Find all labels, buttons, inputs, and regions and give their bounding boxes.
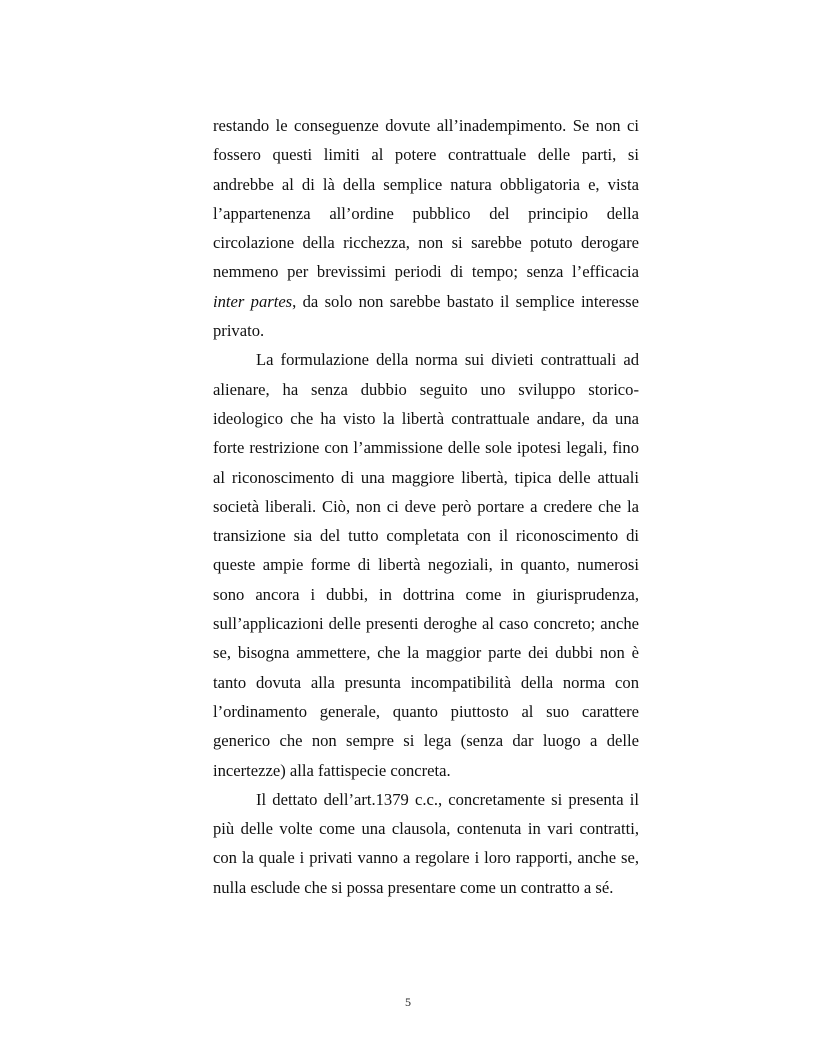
latin-phrase-inter-partes: inter partes [213, 291, 293, 311]
paragraph-1-text-a: restando le conseguenze dovute all’inadempimento. Se non ci fossero questi limiti al potere contrattuale delle parti, si andrebbe al di là della semplice natura obbligatoria e, vista l’appartenenza all’ordine pubblico del principio della circolazione della ricchezza, non si sarebbe potuto derogare nemmeno per brevissimi periodi di tempo; senza l’efficacia [213, 116, 639, 282]
paragraph-2: La formulazione della norma sui divieti contrattuali ad alienare, ha senza dubbio seguito uno sviluppo storico-ideologico che ha visto la libertà contrattuale andare, da una forte restrizione con l’ammissione delle sole ipotesi legali, fino al riconoscimento di una maggiore libertà, tipica delle attuali società liberali. Ciò, non ci deve però portare a credere che la transizione sia del tutto completata con il riconoscimento di queste ampie forme di libertà negoziali, in quanto, numerosi sono ancora i dubbi, in dottrina come in giurisprudenza, sull’applicazioni delle presenti deroghe al caso concreto; anche se, bisogna ammettere, che la maggior parte dei dubbi non è tanto dovuta alla presunta incompatibilità della norma con l’ordinamento generale, quanto piuttosto al suo carattere generico che non sempre si lega (senza dar luogo a delle incertezze) alla fattispecie concreta. [213, 350, 639, 780]
body-text [213, 111, 639, 902]
paragraph-3: Il dettato dell’art.1379 c.c., concretamente si presenta il più delle volte come una clausola, contenuta in vari contratti, con la quale i privati vanno a regolare i loro rapporti, anche se, nulla esclude che si possa presentare come un contratto a sé. [213, 789, 639, 897]
paragraph-1-text-b: , da solo non sarebbe bastato il semplice interesse privato. [213, 291, 639, 341]
page-number: 5 [405, 995, 411, 1009]
paragraph-1 [213, 111, 639, 345]
